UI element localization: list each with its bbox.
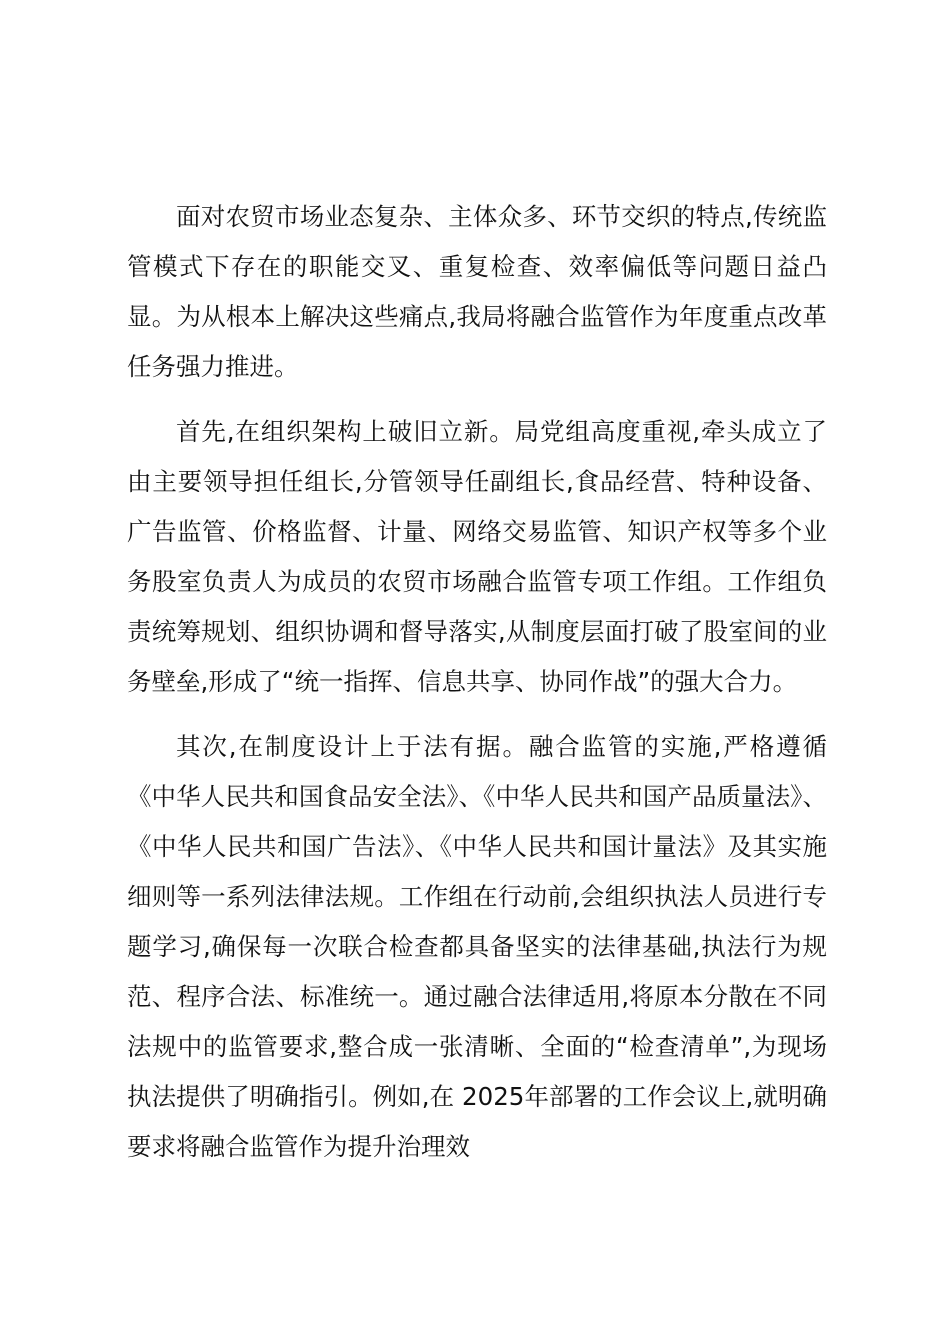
paragraph-organization: 首先,在组织架构上破旧立新。局党组高度重视,牵头成立了由主要领导担任组长,分管领导任副组长,食品经营、特种设备、广告监管、价格监督、计量、网络交易监管、知识产权等多个业务股室负责人为成员的农贸市场融合监管专项工作组。工作组负责统筹规划、组织协调和督导落实,从制度层面打破了股室间的业务壁垒,形成了“统一指挥、信息共享、协同作战”的强大合力。 [127, 417, 827, 696]
paragraph-legal-basis: 其次,在制度设计上于法有据。融合监管的实施,严格遵循《中华人民共和国食品安全法》、《中华人民共和国产品质量法》、《中华人民共和国广告法》、《中华人民共和国计量法》及其实施细则等一系列法律法规。工作组在行动前,会组织执法人员进行专题学习,确保每一次联合检查都具备坚实的法律基础,执法行为规范、程序合法、标准统一。通过融合法律适用,将原本分散在不同法规中的监管要求,整合成一张清晰、全面的“检查清单”,为现场执法提供了明确指引。例如,在 2025年部署的工作会议上,就明确要求将融合监管作为提升治理效 [127, 732, 827, 1161]
paragraph-intro: 面对农贸市场业态复杂、主体众多、环节交织的特点,传统监管模式下存在的职能交叉、重复检查、效率偏低等问题日益凸显。为从根本上解决这些痛点,我局将融合监管作为年度重点改革任务强力推进。 [127, 202, 827, 381]
document-body [127, 192, 827, 1172]
